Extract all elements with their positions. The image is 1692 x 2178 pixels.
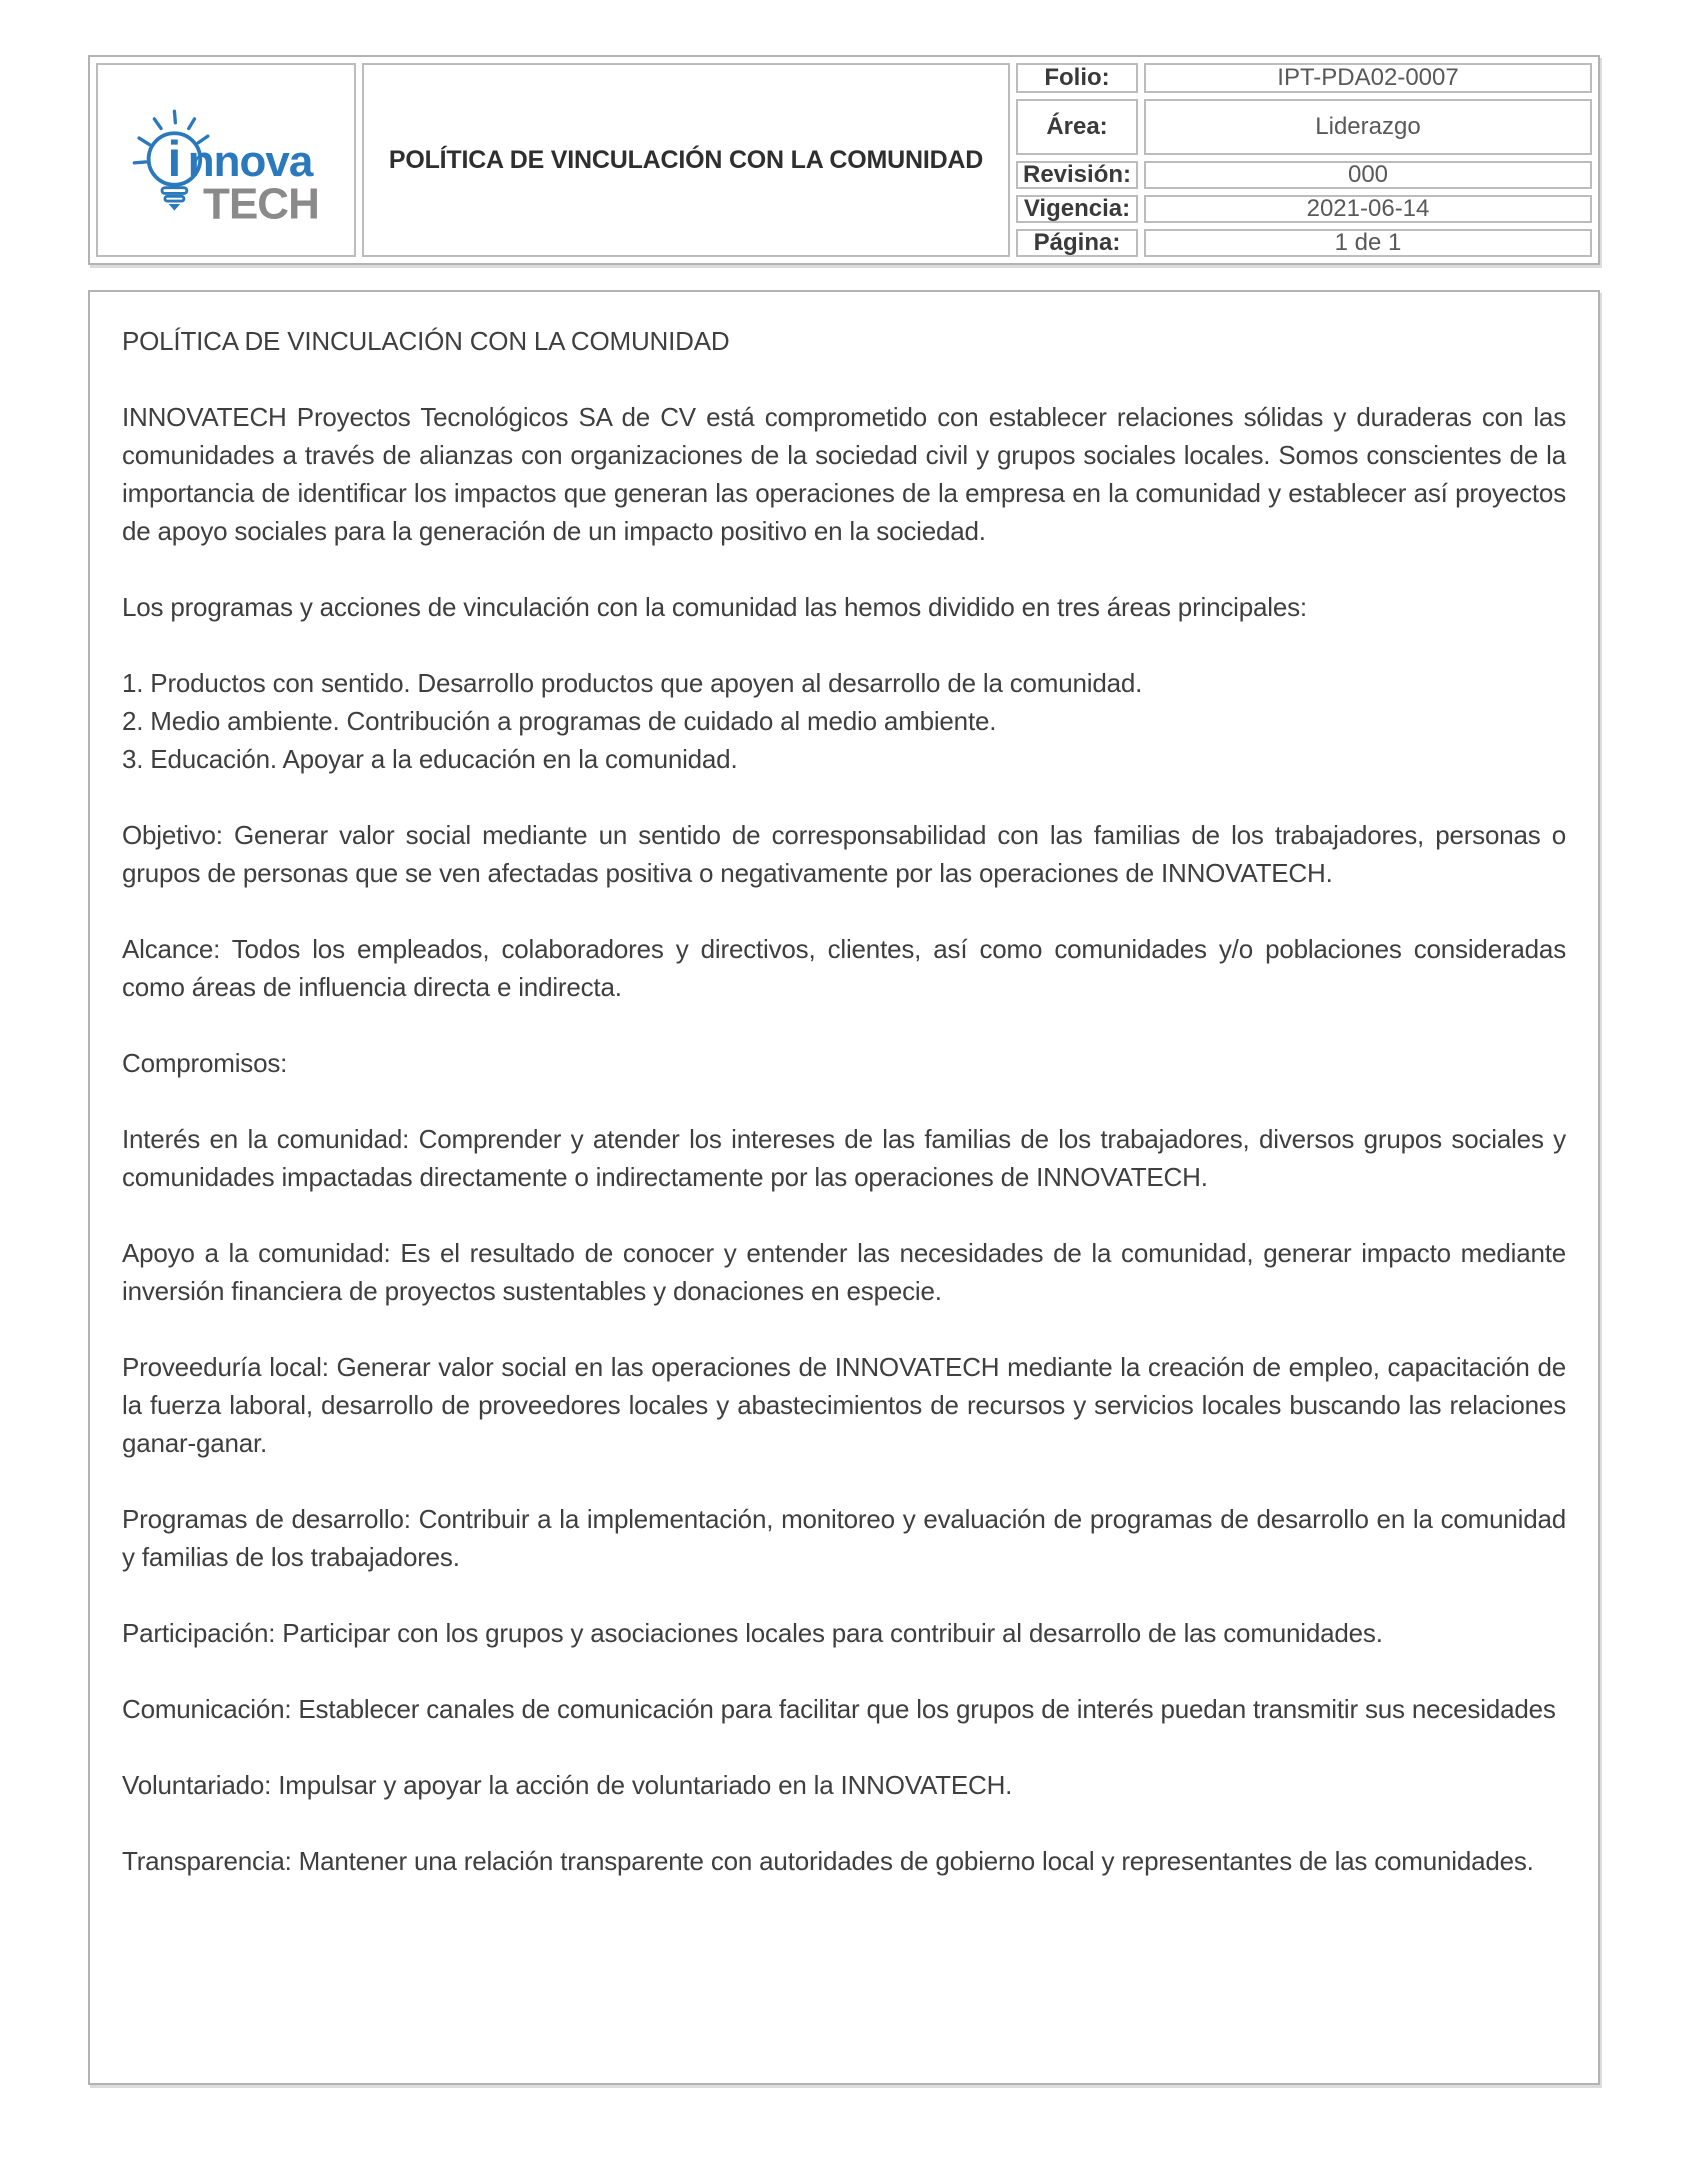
meta-value-pagina: 1 de 1 (1144, 229, 1592, 257)
paragraph-interes: Interés en la comunidad: Comprender y atender los intereses de las familias de los trabajadores, diversos grupos sociales y comunidades impactadas directamente o indirectamente por las operaciones de INNOVATECH. (122, 1124, 1566, 1192)
paragraph-transparencia: Transparencia: Mantener una relación transparente con autoridades de gobierno local y representantes de las comunidades. (122, 1846, 1534, 1876)
document-title: POLÍTICA DE VINCULACIÓN CON LA COMUNIDAD (388, 145, 984, 174)
meta-label-pagina: Página: (1016, 229, 1138, 257)
list-item: 1. Productos con sentido. Desarrollo productos que apoyen al desarrollo de la comunidad. (122, 668, 1143, 698)
innovatech-logo (110, 96, 342, 224)
paragraph-intro: INNOVATECH Proyectos Tecnológicos SA de CV está comprometido con establecer relaciones sólidas y duraderas con las comunidades a través de alianzas con organizaciones de la sociedad civil y grupos sociales locales. Somos conscientes de la importancia de identificar los impactos que generan las operaciones de la empresa en la comunidad y establecer así proyectos de apoyo sociales para la generación de un impacto positivo en la sociedad. (122, 402, 1566, 546)
paragraph-compromisos: Compromisos: (122, 1048, 288, 1078)
paragraph-programas: Programas de desarrollo: Contribuir a la implementación, monitoreo y evaluación de programas de desarrollo en la comunidad y familias de los trabajadores. (122, 1504, 1566, 1572)
lightbulb-icon (110, 96, 342, 224)
meta-value-folio: IPT-PDA02-0007 (1144, 63, 1592, 93)
paragraph-participacion: Participación: Participar con los grupos y asociaciones locales para contribuir al desarrollo de las comunidades. (122, 1618, 1383, 1648)
header-table (88, 55, 1600, 265)
meta-value-vigencia: 2021-06-14 (1144, 195, 1592, 223)
list-item: 3. Educación. Apoyar a la educación en la comunidad. (122, 744, 738, 774)
document-body (88, 290, 1600, 2085)
meta-value-area: Liderazgo (1144, 99, 1592, 155)
list-item: 2. Medio ambiente. Contribución a programas de cuidado al medio ambiente. (122, 706, 997, 736)
meta-label-revision: Revisión: (1016, 161, 1138, 189)
paragraph-programs-intro: Los programas y acciones de vinculación con la comunidad las hemos dividido en tres áreas principales: (122, 592, 1307, 622)
meta-value-revision: 000 (1144, 161, 1592, 189)
programs-list (122, 664, 1566, 778)
logo-bulb-letter: i (167, 131, 182, 188)
paragraph-comunicacion: Comunicación: Establecer canales de comunicación para facilitar que los grupos de interés puedan transmitir sus necesidades (122, 1694, 1556, 1724)
body-heading: POLÍTICA DE VINCULACIÓN CON LA COMUNIDAD (122, 326, 730, 356)
meta-label-folio: Folio: (1016, 63, 1138, 93)
paragraph-proveeduria: Proveeduría local: Generar valor social en las operaciones de INNOVATECH mediante la creación de empleo, capacitación de la fuerza laboral, desarrollo de proveedores locales y abastecimientos de recursos y servicios locales buscando las relaciones ganar-ganar. (122, 1352, 1566, 1458)
paragraph-objetivo: Objetivo: Generar valor social mediante un sentido de corresponsabilidad con las familias de los trabajadores, personas o grupos de personas que se ven afectadas positiva o negativamente por las operaciones de INNOVATECH. (122, 820, 1566, 888)
paragraph-apoyo: Apoyo a la comunidad: Es el resultado de conocer y entender las necesidades de la comunidad, generar impacto mediante inversión financiera de proyectos sustentables y donaciones en especie. (122, 1238, 1566, 1306)
logo-text-innova: nnova (187, 137, 313, 187)
paragraph-voluntariado: Voluntariado: Impulsar y apoyar la acción de voluntariado en la INNOVATECH. (122, 1770, 1013, 1800)
meta-label-vigencia: Vigencia: (1016, 195, 1138, 223)
paragraph-alcance: Alcance: Todos los empleados, colaboradores y directivos, clientes, así como comunidades y/o poblaciones consideradas como áreas de influencia directa e indirecta. (122, 934, 1566, 1002)
meta-label-area: Área: (1016, 99, 1138, 155)
logo-cell (96, 63, 356, 257)
document-title-cell (362, 63, 1010, 257)
logo-text-tech: TECH (203, 179, 319, 224)
